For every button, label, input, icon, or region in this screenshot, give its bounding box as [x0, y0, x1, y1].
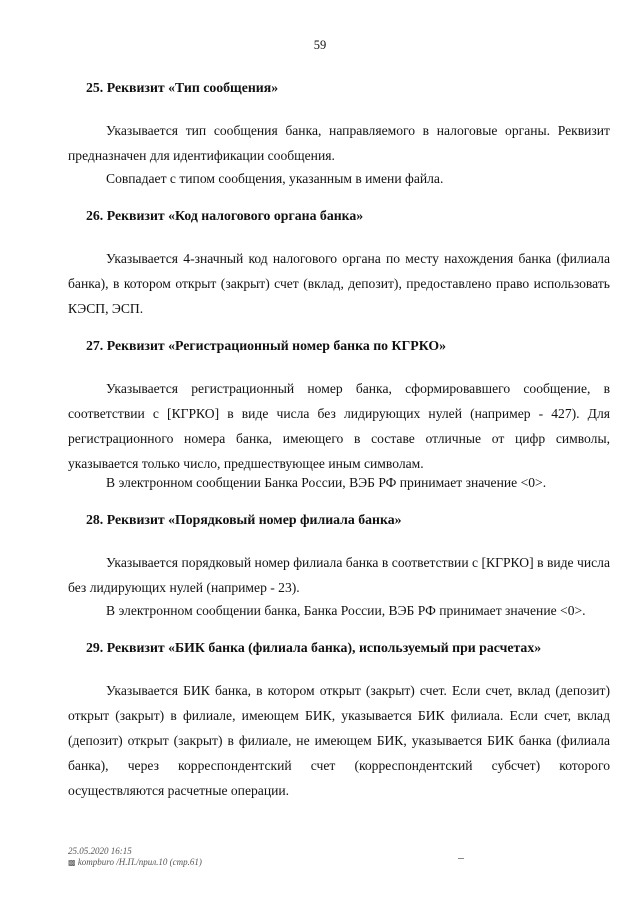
section-27-paragraph-1: Указывается регистрационный номер банка, сформировавшего сообщение, в соответствии с [КГРКО] в виде числа без лидирующих нулей (например - 427). Для регистрационного номера банка, имеющего в составе отличные от цифр символы, указывается только число, предшествующее иным символам. [68, 381, 610, 471]
section-heading-29: 29. Реквизит «БИК банка (филиала банка), используемый при расчетах» [86, 640, 542, 655]
section-29-paragraph-1: Указывается БИК банка, в котором открыт (закрыт) счет. Если счет, вклад (депозит) открыт (закрыт) в филиале, имеющем БИК, указывается БИК филиала. Если счет, вклад (депозит) открыт (закрыт) в филиале, не имеющем БИК, указывается БИК банка (филиала банка), через корреспондентский счет (корреспондентский субсчет) которого осуществляются расчетные операции. [68, 683, 610, 798]
word-document-icon: ▩ [68, 858, 76, 867]
section-heading-25: 25. Реквизит «Тип сообщения» [86, 80, 279, 95]
section-heading-27: 27. Реквизит «Регистрационный номер банка по КГРКО» [86, 338, 446, 353]
section-27-paragraph-2: В электронном сообщении Банка России, ВЭБ РФ принимает значение <0>. [106, 475, 547, 490]
section-28-paragraph-2: В электронном сообщении банка, Банка России, ВЭБ РФ принимает значение <0>. [106, 603, 586, 618]
page-number: 59 [313, 38, 327, 52]
section-28-paragraph-1: Указывается порядковый номер филиала банка в соответствии с [КГРКО] в виде числа без лидирующих нулей (например - 23). [68, 555, 610, 595]
scan-artifact-mark [458, 858, 464, 859]
section-26-paragraph-1: Указывается 4-значный код налогового органа по месту нахождения банка (филиала банка), в котором открыт (закрыт) счет (вклад, депозит), предоставлено право использовать КЭСП, ЭСП. [68, 251, 610, 316]
footer-file-path: kompburo /Н.П./прил.10 (стр.61) [77, 857, 202, 867]
footer-timestamp: 25.05.2020 16:15 [68, 846, 132, 856]
section-25-paragraph-1: Указывается тип сообщения банка, направляемого в налоговые органы. Реквизит предназначен для идентификации сообщения. [68, 123, 610, 163]
section-heading-26: 26. Реквизит «Код налогового органа банка» [86, 208, 364, 223]
section-heading-28: 28. Реквизит «Порядковый номер филиала банка» [86, 512, 402, 527]
document-footer [68, 846, 202, 868]
section-25-paragraph-2: Совпадает с типом сообщения, указанным в имени файла. [106, 171, 444, 186]
